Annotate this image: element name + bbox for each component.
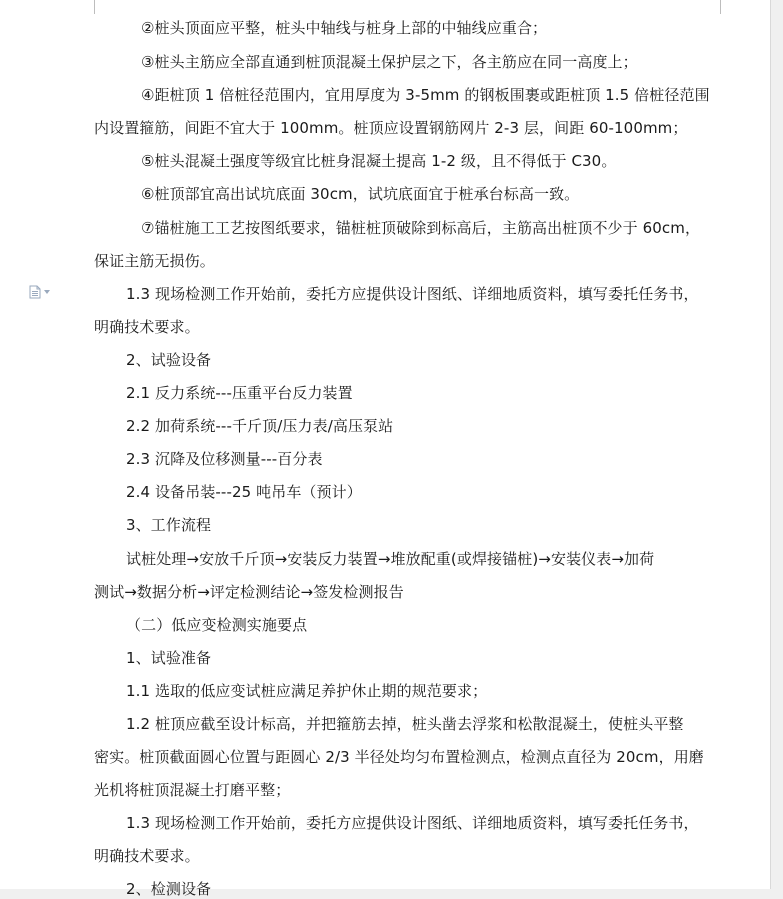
text-line: 1.1 选取的低应变试桩应满足养护休止期的规范要求； (126, 682, 488, 700)
text-line: 试桩处理→安放千斤顶→安装反力装置→堆放配重(或焊接锚桩)→安装仪表→加荷 (126, 550, 655, 568)
section-heading: 1、试验准备 (126, 649, 212, 667)
text-line: 2.4 设备吊装---25 吨吊车（预计） (126, 483, 362, 501)
text-line: 2.2 加荷系统---千斤顶/压力表/高压泵站 (126, 417, 394, 435)
document-icon (29, 285, 41, 299)
text-line: ②桩头顶面应平整，桩头中轴线与桩身上部的中轴线应重合； (141, 19, 548, 37)
text-line: ⑦锚桩施工工艺按图纸要求，锚桩桩顶破除到标高后，主筋高出桩顶不少于 60cm， (141, 219, 701, 237)
text-line: 1.3 现场检测工作开始前，委托方应提供设计图纸、详细地质资料，填写委托任务书， (126, 285, 699, 303)
text-line: ④距桩顶 1 倍桩径范围内，宜用厚度为 3-5mm 的钢板围裹或距桩顶 1.5 倍桩径范围 (141, 86, 710, 104)
text-line: 明确技术要求。 (94, 847, 200, 865)
text-line: 2.3 沉降及位移测量---百分表 (126, 450, 323, 468)
text-line: ③桩头主筋应全部直通到桩顶混凝土保护层之下，各主筋应在同一高度上； (141, 53, 638, 71)
text-line: 2.1 反力系统---压重平台反力装置 (126, 384, 353, 402)
section-heading: 2、试验设备 (126, 351, 212, 369)
text-line: 1.3 现场检测工作开始前，委托方应提供设计图纸、详细地质资料，填写委托任务书， (126, 814, 699, 832)
section-heading: 2、检测设备 (126, 880, 212, 898)
text-line: 保证主筋无损伤。 (94, 252, 215, 270)
text-line: 测试→数据分析→评定检测结论→签发检测报告 (94, 583, 404, 601)
section-heading: （二）低应变检测实施要点 (126, 616, 308, 634)
text-line: 内设置箍筋，间距不宜大于 100mm。桩顶应设置钢筋网片 2-3 层，间距 60-100mm； (94, 119, 688, 137)
margin-corner-mark-left (84, 0, 95, 14)
text-line: 光机将桩顶混凝土打磨平整； (94, 781, 291, 799)
text-line: 明确技术要求。 (94, 318, 200, 336)
text-line: 1.2 桩顶应截至设计标高，并把箍筋去掉，桩头凿去浮浆和松散混凝土，使桩头平整 (126, 715, 684, 733)
paragraph-options-button[interactable] (29, 285, 50, 299)
section-heading: 3、工作流程 (126, 516, 212, 534)
chevron-down-icon (44, 290, 50, 294)
text-line: ⑤桩头混凝土强度等级宜比桩身混凝土提高 1-2 级，且不得低于 C30。 (141, 152, 617, 170)
margin-corner-mark-right (720, 0, 731, 14)
text-line: 密实。桩顶截面圆心位置与距圆心 2/3 半径处均匀布置检测点，检测点直径为 20cm，用磨 (94, 748, 704, 766)
text-line: ⑥桩顶部宜高出试坑底面 30cm，试坑底面宜于桩承台标高一致。 (141, 185, 580, 203)
